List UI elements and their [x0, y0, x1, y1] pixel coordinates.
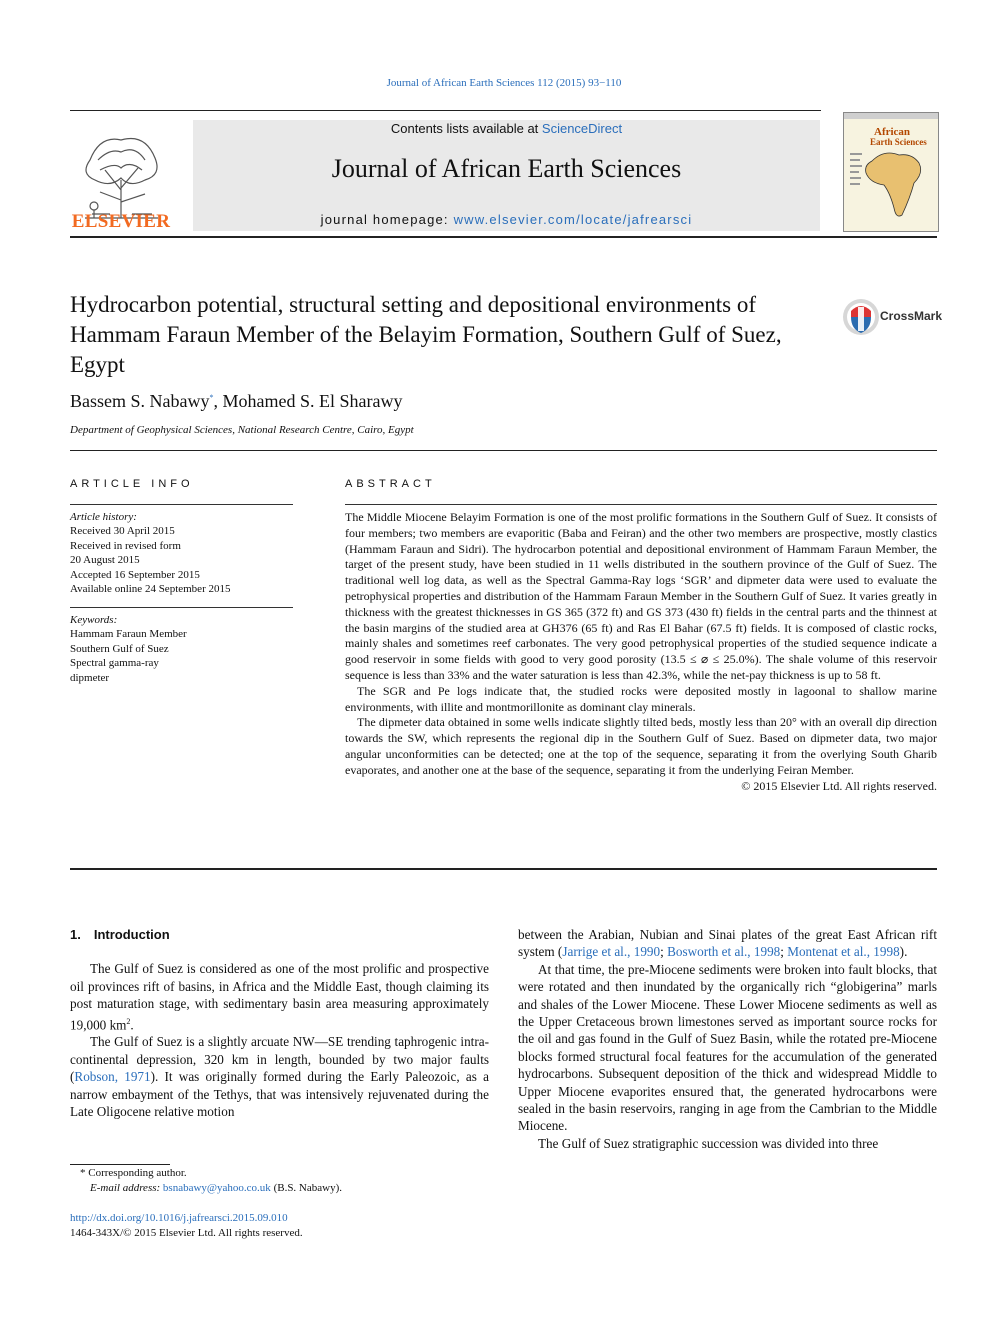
abstract-copyright: © 2015 Elsevier Ltd. All rights reserved.	[741, 778, 937, 793]
body-text: ;	[780, 944, 788, 960]
abstract-paragraph: The dipmeter data obtained in some wells indicate slightly tilted beds, mostly less than 20° with an overall dip direction towards the SW, which represents the regional dip in the Southern Gulf of Suez. Based on dipmeter data, two major angular unconformities can be detected; one at the top of the sequence, separating it from the overlying South Gharib evaporates, and another one at the base of the sequence, separating it from the underlying Feiran Member.	[345, 715, 937, 777]
header-bottom-rule	[70, 236, 937, 238]
journal-citation[interactable]: Journal of African Earth Sciences 112 (2015) 93−110	[386, 77, 622, 89]
body-text: .	[130, 1017, 134, 1033]
journal-name: Journal of African Earth Sciences	[331, 154, 682, 183]
body-text: The Gulf of Suez is a slightly arcuate NW—SE trending taphrogenic intra-continental depression, 320 km in length, bounded by two major faults (	[70, 1034, 489, 1085]
keyword: dipmeter	[70, 671, 110, 684]
journal-cover-thumbnail[interactable]	[843, 112, 939, 232]
author-separator: ,	[213, 391, 223, 411]
corresponding-author-mark[interactable]: *	[209, 393, 214, 402]
keyword: Spectral gamma-ray	[70, 657, 159, 670]
homepage-link[interactable]: www.elsevier.com/locate/jafrearsci	[453, 212, 693, 227]
doi-block	[70, 1211, 303, 1241]
body-paragraph: At that time, the pre-Miocene sediments were broken into fault blocks, that were rotated and then inundated by the organically rich “globigerina” marls and shales of the Lower Miocene. These Lower Miocene sediments as well as the Upper Cretaceous brown limestones served as important source rocks for the oil and gas found in the Gulf of Suez Basin, while the rotated pre-Miocene blocks formed structural focal features for the accumulation of the generated hydrocarbons. Subsequent deposition of the thick and widespread Middle to Upper Miocene evaporites ensured that, the generated hydrocarbons were sealed in the basin reservoirs, ranging in age from the Cambrian to the Middle Miocene.	[518, 961, 937, 1134]
reference-link[interactable]: Jarrige et al., 1990	[562, 944, 661, 960]
keywords	[70, 613, 293, 685]
header-top-rule	[70, 110, 821, 111]
history-online: Available online 24 September 2015	[70, 583, 231, 596]
reference-link[interactable]: Robson, 1971	[74, 1069, 151, 1085]
body-column-right	[518, 926, 937, 1152]
keywords-label: Keywords:	[70, 614, 118, 626]
contents-line	[193, 121, 820, 136]
history-revised-date: 20 August 2015	[70, 554, 140, 567]
svg-text:Earth Sciences: Earth Sciences	[870, 137, 927, 147]
abstract-bottom-rule	[70, 868, 937, 870]
doi-link[interactable]: http://dx.doi.org/10.1016/j.jafrearsci.2015.09.010	[70, 1212, 288, 1224]
keyword: Southern Gulf of Suez	[70, 642, 169, 655]
body-paragraph	[518, 926, 937, 961]
email-link[interactable]: bsnabawy@yahoo.co.uk	[162, 1182, 271, 1194]
article-info-heading: ARTICLE INFO	[70, 478, 194, 490]
footnote-rule	[70, 1164, 170, 1165]
email-note	[70, 1181, 490, 1196]
contents-prefix: Contents lists available at	[390, 121, 542, 136]
body-text: between the Arabian, Nubian and Sinai plates of the great East African rift system (	[518, 927, 937, 960]
article-info-rule	[70, 504, 293, 505]
footnote	[70, 1166, 490, 1196]
abstract-paragraph: The SGR and Pe logs indicate that, the studied rocks were deposited mostly in lagoonal to shallow marine environments, with illite and montmorillonite as dominant clay minerals.	[345, 683, 937, 714]
superscript: 2	[126, 1016, 131, 1026]
keyword: Hammam Faraun Member	[70, 628, 187, 641]
affiliation: Department of Geophysical Sciences, National Research Centre, Cairo, Egypt	[70, 424, 414, 436]
body-text: ).	[899, 944, 908, 960]
journal-homepage-line	[193, 212, 820, 227]
body-text: The Gulf of Suez is considered as one of the most prolific and prospective oil provinces rift of basins, in Africa and the Middle East, though claiming its post maturation stage, with sedimentary basin area measuring approximately 19,000 km	[70, 961, 489, 1033]
history-revised: Received in revised form	[70, 539, 181, 552]
reference-link[interactable]: Montenat et al., 1998	[787, 944, 900, 960]
body-paragraph: The Gulf of Suez stratigraphic succession was divided into three	[538, 1135, 879, 1151]
section-heading-introduction: 1. Introduction	[70, 927, 170, 942]
crossmark-icon	[841, 297, 881, 337]
keywords-rule	[70, 607, 293, 608]
history-accepted: Accepted 16 September 2015	[70, 568, 200, 581]
body-column-left	[70, 926, 489, 1120]
abstract-paragraph: The Middle Miocene Belayim Formation is one of the most prolific formations in the Southern Gulf of Suez. It consists of four members; two members are evaporitic (Baba and Feiran) and the other two members are prospective, mostly clastics (Hammam Faraun and Sidri). The hydrocarbon potential and depositional environment of Hammam Faraun Member, the target of the present study, have been studied in 11 wells distributed in the southern province of the Gulf of Suez. The traditional well log data, as well as the Spectral Gamma-Ray logs ‘SGR’ and dipmeter data were used to evaluate the petrophysical properties and distribution of the Hammam Faraun Member in the Southern Gulf of Suez. It varies greatly in thickness with the greatest thicknesses in GS 365 (372 ft) and GS 373 (430 ft) fields in the central parts and the thinnest at the basin margins of the studied area at GH376 (65 ft) and Ras El Bahar (67.5 ft) fields. It is composed of clastic rocks, mainly shales and sometimes reef carbonates. The very good petrophysical properties of the studied sequence indicate a good reservoir in some fields with good to very good porosity (13.5 ≤ ⌀ ≤ 25.0%). The shale volume of this reservoir sequence is less than 33% and the water saturation is less than 42.3%, while the net-pay thickness is up to 58 ft.	[345, 510, 937, 682]
title-bottom-rule	[70, 450, 937, 451]
crossmark-badge[interactable]	[841, 297, 941, 337]
article-history	[70, 510, 293, 596]
body-paragraph	[70, 1033, 489, 1120]
email-suffix: (B.S. Nabawy).	[270, 1182, 342, 1194]
svg-text:African: African	[874, 126, 911, 138]
sciencedirect-link[interactable]: ScienceDirect	[541, 121, 623, 136]
email-label: E-mail address:	[90, 1182, 163, 1194]
abstract-heading: ABSTRACT	[345, 478, 436, 490]
homepage-prefix: journal homepage:	[320, 212, 454, 227]
abstract-rule	[345, 504, 937, 505]
footnote-text: Corresponding author.	[85, 1167, 187, 1179]
body-text: ;	[660, 944, 668, 960]
author-list	[70, 391, 402, 412]
author-2[interactable]: Mohamed S. El Sharawy	[222, 391, 403, 411]
crossmark-label: CrossMark	[880, 309, 943, 323]
reference-link[interactable]: Bosworth et al., 1998	[667, 944, 781, 960]
history-label: Article history:	[70, 511, 137, 523]
history-received: Received 30 April 2015	[70, 525, 175, 538]
author-1[interactable]: Bassem S. Nabawy	[70, 391, 210, 411]
corresponding-author-note	[70, 1166, 490, 1181]
body-paragraph	[70, 960, 489, 1033]
abstract-body	[345, 510, 937, 794]
issn-line: 1464-343X/© 2015 Elsevier Ltd. All rights reserved.	[70, 1227, 303, 1239]
footnote-mark: *	[80, 1167, 86, 1179]
body-text: ). It was originally formed during the Early Paleozoic, as a narrow embayment of the Tethys, that was intensively rejuvenated during the Late Oligocene relative motion	[70, 1069, 489, 1120]
elsevier-wordmark: ELSEVIER	[71, 211, 171, 232]
article-title: Hydrocarbon potential, structural setting and depositional environments of Hammam Faraun Member of the Belayim Formation, Southern Gulf of Suez, Egypt	[70, 292, 782, 377]
